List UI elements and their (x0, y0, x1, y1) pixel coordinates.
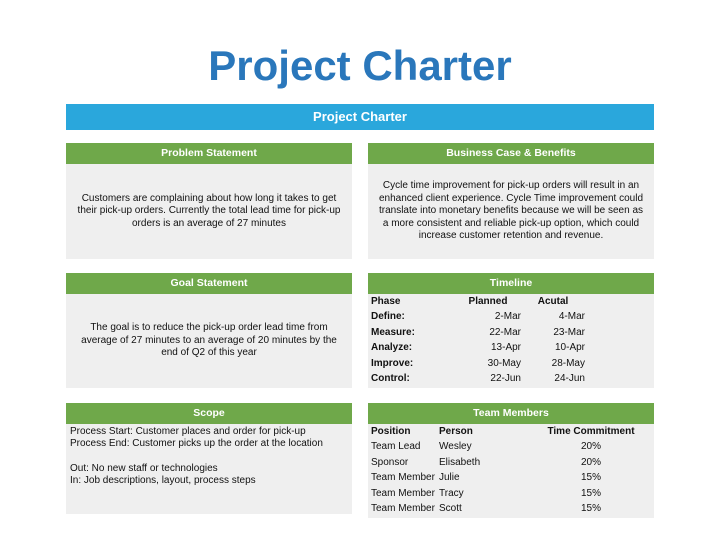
timeline-body (368, 294, 654, 388)
goal-statement-header: Goal Statement (66, 273, 352, 294)
timeline-row (371, 340, 651, 356)
timeline-phase: Define: (371, 311, 405, 323)
scope-body (66, 424, 352, 514)
scope-line: Process End: Customer picks up the order at the location (70, 438, 323, 450)
team-person: Julie (439, 472, 460, 484)
timeline-table (371, 294, 651, 387)
timeline-row (371, 325, 651, 341)
timeline-header-row (371, 294, 651, 309)
team-row (371, 470, 651, 486)
timeline-panel (368, 273, 654, 388)
scope-header: Scope (66, 403, 352, 424)
timeline-row (371, 356, 651, 372)
business-case-panel (368, 143, 654, 259)
scope-line: Process Start: Customer places and order for pick-up (70, 426, 306, 437)
timeline-phase: Improve: (371, 357, 414, 369)
team-time: 15% (580, 503, 601, 515)
business-case-body (368, 164, 654, 259)
team-position: Sponsor (371, 456, 409, 468)
team-person: Elisabeth (439, 456, 481, 468)
timeline-actual: 10-Apr (554, 342, 585, 354)
team-position: Team Lead (371, 441, 421, 453)
timeline-actual: 28-May (551, 357, 585, 369)
scope-line: In: Job descriptions, layout, process steps (70, 475, 256, 487)
scope-line: Out: No new staff or technologies (70, 462, 218, 474)
team-position: Team Member (371, 487, 435, 499)
team-table (371, 424, 651, 517)
timeline-actual: 4-Mar (558, 311, 585, 323)
team-time: 20% (580, 441, 601, 453)
goal-statement-panel (66, 273, 352, 388)
problem-statement-panel (66, 143, 352, 259)
team-row (371, 439, 651, 455)
timeline-col-actual: Acutal (537, 296, 569, 307)
team-members-body (368, 424, 654, 518)
timeline-col-planned: Planned (468, 296, 508, 307)
goal-statement-text: The goal is to reduce the pick-up order lead time from average of 27 minutes to an average of 20 minutes by the end of Q2 of this year (81, 322, 337, 359)
timeline-row (371, 371, 651, 387)
timeline-actual: 24-Jun (554, 373, 585, 385)
timeline-phase: Control: (371, 373, 410, 385)
team-header-row (371, 424, 651, 439)
team-person: Scott (439, 503, 462, 515)
team-position: Team Member (371, 472, 435, 484)
charter-banner: Project Charter (66, 104, 654, 130)
team-row (371, 486, 651, 502)
timeline-planned: 30-May (487, 357, 521, 369)
team-col-position: Position (371, 426, 411, 437)
team-time: 20% (580, 456, 601, 468)
timeline-planned: 22-Mar (489, 326, 521, 338)
timeline-planned: 2-Mar (494, 311, 521, 323)
timeline-planned: 13-Apr (490, 342, 521, 354)
timeline-phase: Analyze: (371, 342, 413, 354)
team-members-header: Team Members (368, 403, 654, 424)
timeline-row (371, 309, 651, 325)
team-row (371, 501, 651, 517)
team-time: 15% (580, 487, 601, 499)
business-case-text: Cycle time improvement for pick-up orders will result in an enhanced client experience. Cycle Time improvement could translate into monetary benefits because we will be seen as a more consistent and reliable pick-up option, which could increase customer retention and revenue. (378, 180, 644, 242)
scope-spacer (70, 451, 348, 463)
business-case-header: Business Case & Benefits (368, 143, 654, 164)
timeline-phase: Measure: (371, 326, 415, 338)
timeline-header: Timeline (368, 273, 654, 294)
team-members-panel (368, 403, 654, 518)
timeline-col-phase: Phase (371, 296, 401, 307)
problem-statement-body (66, 164, 352, 259)
timeline-planned: 22-Jun (490, 373, 521, 385)
team-col-time: Time Commitment (547, 426, 635, 437)
slide-title: Project Charter (208, 42, 512, 89)
problem-statement-text: Customers are complaining about how long it takes to get their pick-up orders. Currently the total lead time for pick-up orders is an average of 27 minutes (77, 192, 341, 229)
team-person: Wesley (439, 441, 472, 453)
problem-statement-header: Problem Statement (66, 143, 352, 164)
timeline-actual: 23-Mar (553, 326, 585, 338)
team-person: Tracy (439, 487, 464, 499)
team-col-person: Person (439, 426, 473, 437)
team-position: Team Member (371, 503, 435, 515)
goal-statement-body (66, 294, 352, 388)
team-row (371, 455, 651, 471)
scope-panel (66, 403, 352, 514)
team-time: 15% (580, 472, 601, 484)
